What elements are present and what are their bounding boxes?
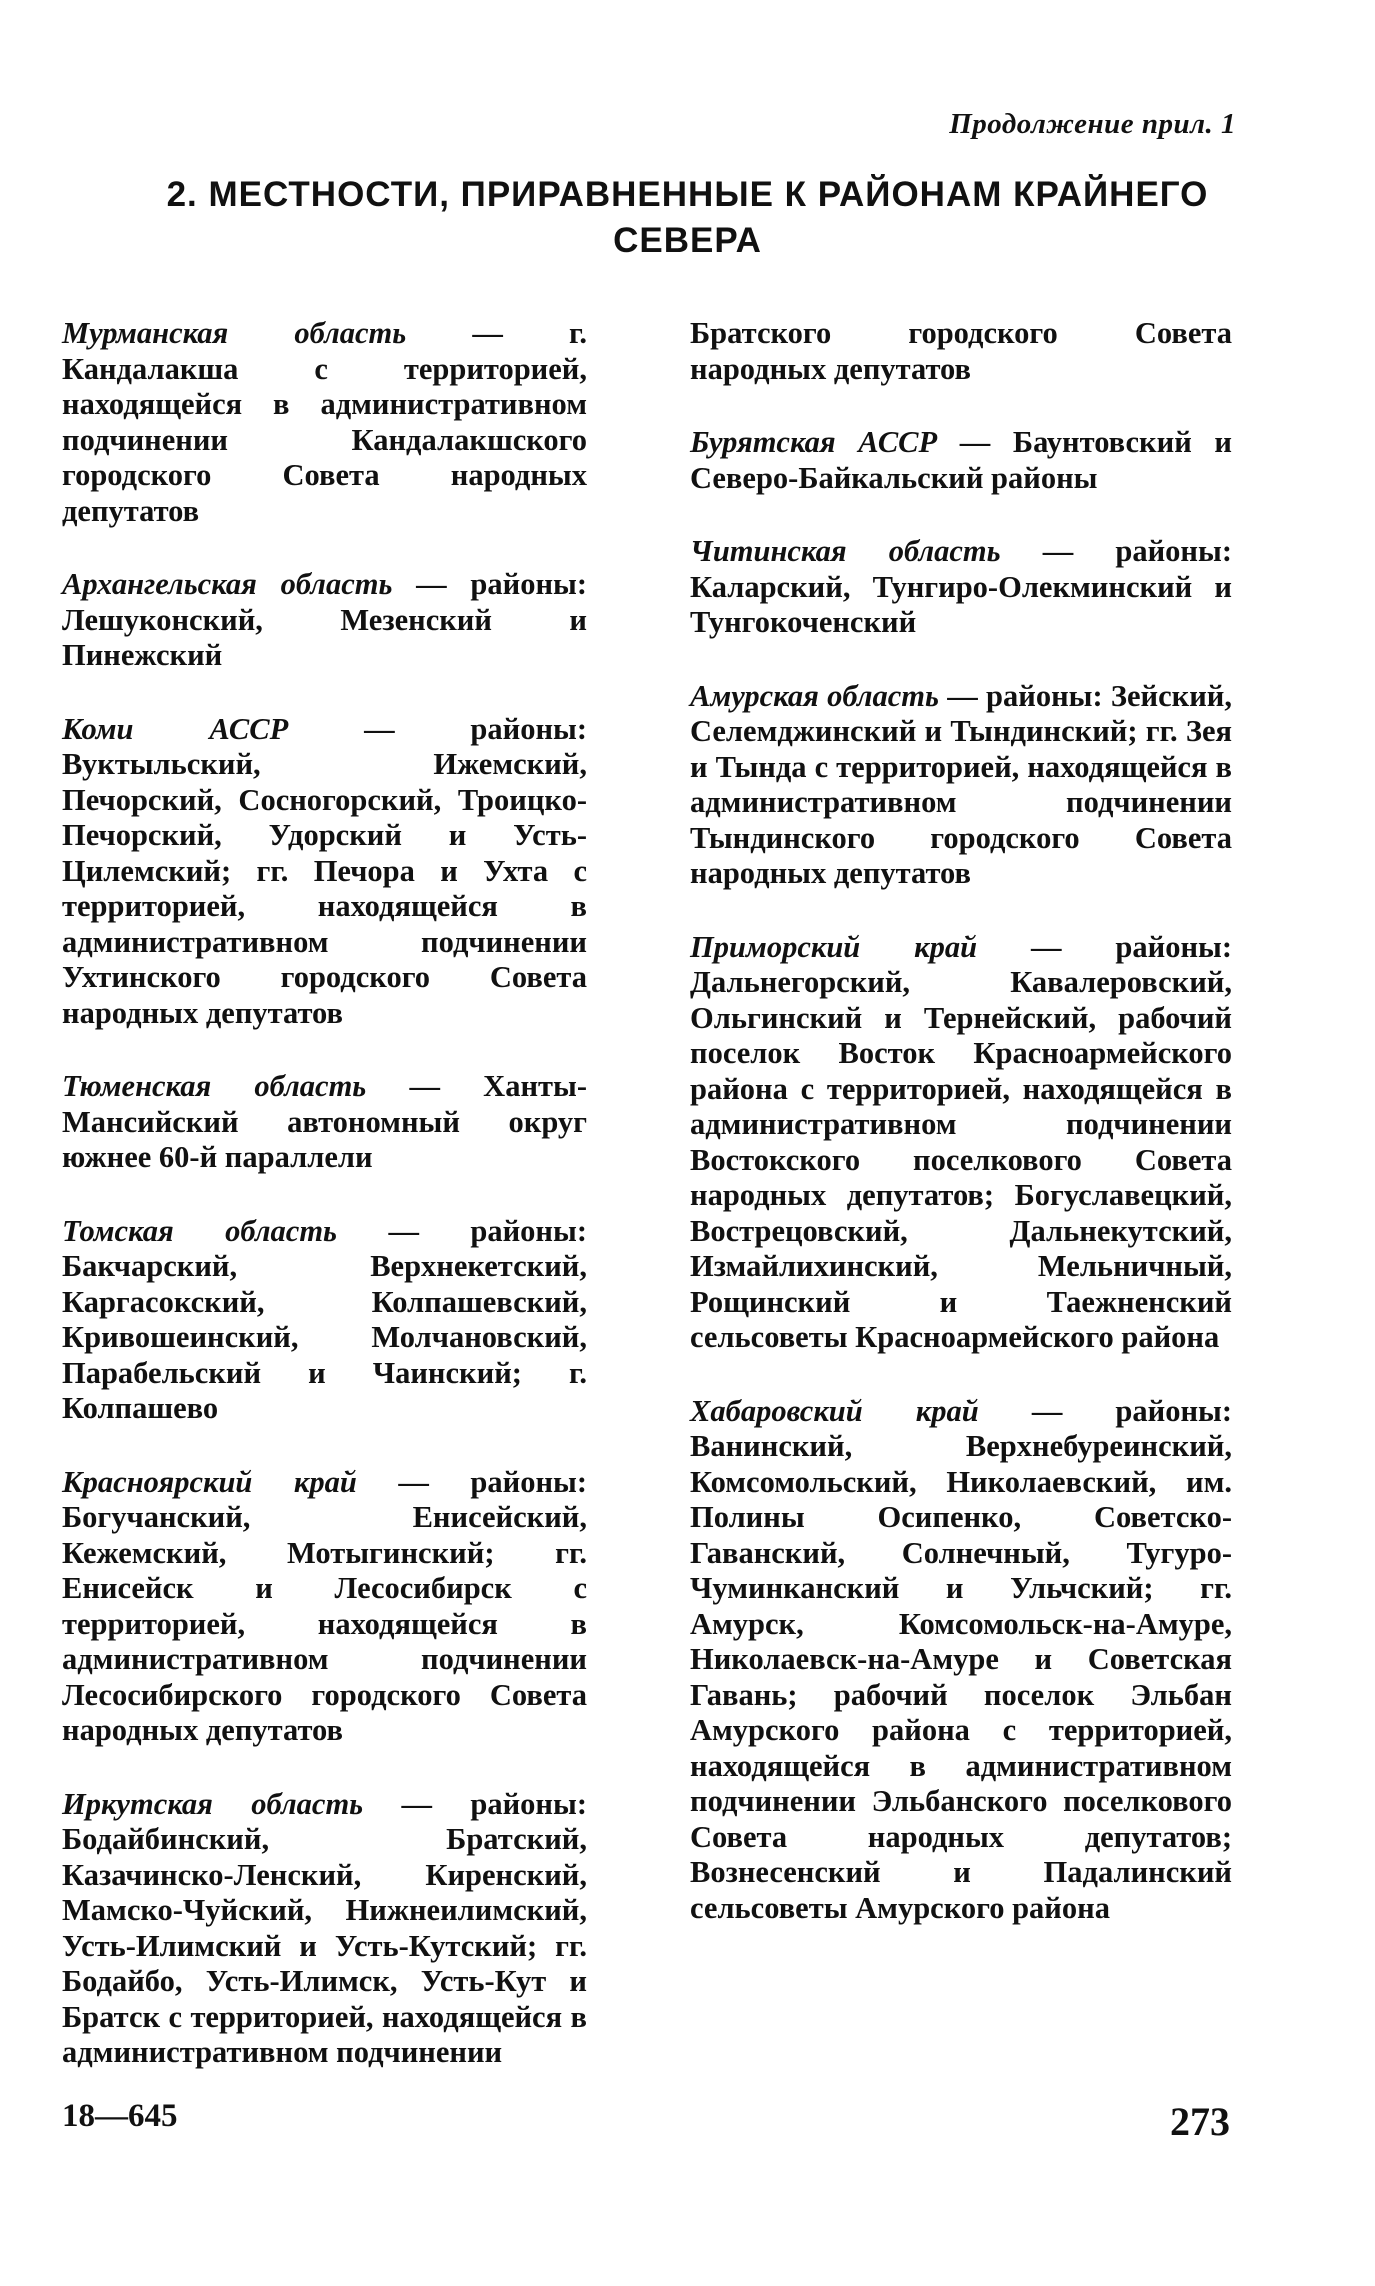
entry-khabarovsk	[690, 1394, 1232, 1927]
entry-text: Братского городского Совета народных депутатов	[690, 316, 1232, 386]
entry-bratsk-continued	[690, 316, 1232, 387]
entry-tomsk	[62, 1214, 587, 1427]
entry-buryat	[690, 425, 1232, 496]
entry-text: — районы: Бодайбинский, Братский, Казачинско-Ленский, Киренский, Мамско-Чуйский, Нижнеилимский, Усть-Илимский и Усть-Кутский; гг. Бодайбо, Усть-Илимск, Усть-Кут и Братск с территорией, находящейся в административном подчинении	[62, 1786, 587, 2069]
page-number: 273	[1170, 2099, 1230, 2144]
entry-text: — районы: Богучанский, Енисейский, Кежемский, Мотыгинский; гг. Енисейск и Лесосибирск с территорией, находящейся в административном подчинении Лесосибирского городского Совета народных депутатов	[62, 1464, 587, 1747]
region-name: Архангельская область	[62, 567, 393, 601]
entry-tyumen	[62, 1069, 587, 1176]
printer-signature: 18—645	[62, 2098, 178, 2134]
region-name: Бурятская АССР	[690, 425, 938, 459]
continuation-note: Продолжение прил. 1	[949, 108, 1236, 140]
region-name: Иркутская область	[62, 1786, 364, 1821]
entry-text: — районы: Лешуконский, Мезенский и Пинежский	[62, 567, 587, 672]
right-column	[690, 316, 1232, 1964]
entry-krasnoyarsk	[62, 1465, 587, 1749]
region-name: Приморский край	[690, 929, 978, 964]
region-name: Хабаровский край	[690, 1393, 979, 1428]
entry-primorsky	[690, 930, 1232, 1356]
region-name: Томская область	[62, 1213, 337, 1248]
entry-text: — г. Кандалакша с территорией, находящейся в административном подчинении Кандалакшского городского Совета народных депутатов	[62, 316, 587, 528]
entry-text: — Баунтовский и Северо-Байкальский районы	[690, 425, 1232, 495]
region-name: Тюменская область	[62, 1069, 367, 1103]
entry-text: — Ханты-Мансийский автономный округ южнее 60-й параллели	[62, 1069, 587, 1174]
region-name: Читинская область	[690, 534, 1001, 568]
region-name: Коми АССР	[62, 711, 289, 746]
entry-murmansk	[62, 316, 587, 529]
section-title: 2. МЕСТНОСТИ, ПРИРАВНЕННЫЕ К РАЙОНАМ КРАЙНЕГО СЕВЕРА	[166, 175, 1209, 260]
entry-text: — районы: Каларский, Тунгиро-Олекминский и Тунгокоченский	[690, 534, 1232, 639]
entry-text: — районы: Бакчарский, Верхнекетский, Каргасокский, Колпашевский, Кривошеинский, Молчановский, Парабельский и Чаинский; г. Колпашево	[62, 1213, 587, 1425]
entry-irkutsk	[62, 1787, 587, 2071]
region-name: Амурская область	[690, 678, 939, 713]
entry-text: — районы: Зейский, Селемджинский и Тындинский; гг. Зея и Тында с территорией, находящейся в административном подчинении Тындинского городского Совета народных депутатов	[690, 678, 1232, 890]
region-name: Красноярский край	[62, 1464, 357, 1499]
entry-text: — районы: Дальнегорский, Кавалеровский, Ольгинский и Тернейский, рабочий поселок Восток Красноармейского района с территорией, находящейся в административном подчинении Востокского поселкового Совета народных депутатов; Богуславецкий, Вострецовский, Дальнекутский, Измайлихинский, Мельничный, Рощинский и Таежненский сельсоветы Красноармейского района	[690, 929, 1232, 1354]
entry-text: — районы: Ванинский, Верхнебуреинский, Комсомольский, Николаевский, им. Полины Осипенко, Советско-Гаванский, Солнечный, Тугуро-Чуминканский и Ульчский; гг. Амурск, Комсомольск-на-Амуре, Николаевск-на-Амуре и Советская Гавань; рабочий поселок Эльбан Амурского района с территорией, находящейся в административном подчинении Эльбанского поселкового Совета народных депутатов; Вознесенский и Падалинский сельсоветы Амурского района	[690, 1393, 1232, 1925]
entry-text: — районы: Вуктыльский, Ижемский, Печорский, Сосногорский, Троицко-Печорский, Удорский и Усть-Цилемский; гг. Печора и Ухта с территорией, находящейся в административном подчинении Ухтинского городского Совета народных депутатов	[62, 711, 587, 1030]
region-name: Мурманская область	[62, 316, 407, 350]
entry-komi	[62, 712, 587, 1032]
entry-chita	[690, 534, 1232, 641]
entry-arkhangelsk	[62, 567, 587, 674]
entry-amur	[690, 679, 1232, 892]
left-column	[62, 316, 587, 2109]
